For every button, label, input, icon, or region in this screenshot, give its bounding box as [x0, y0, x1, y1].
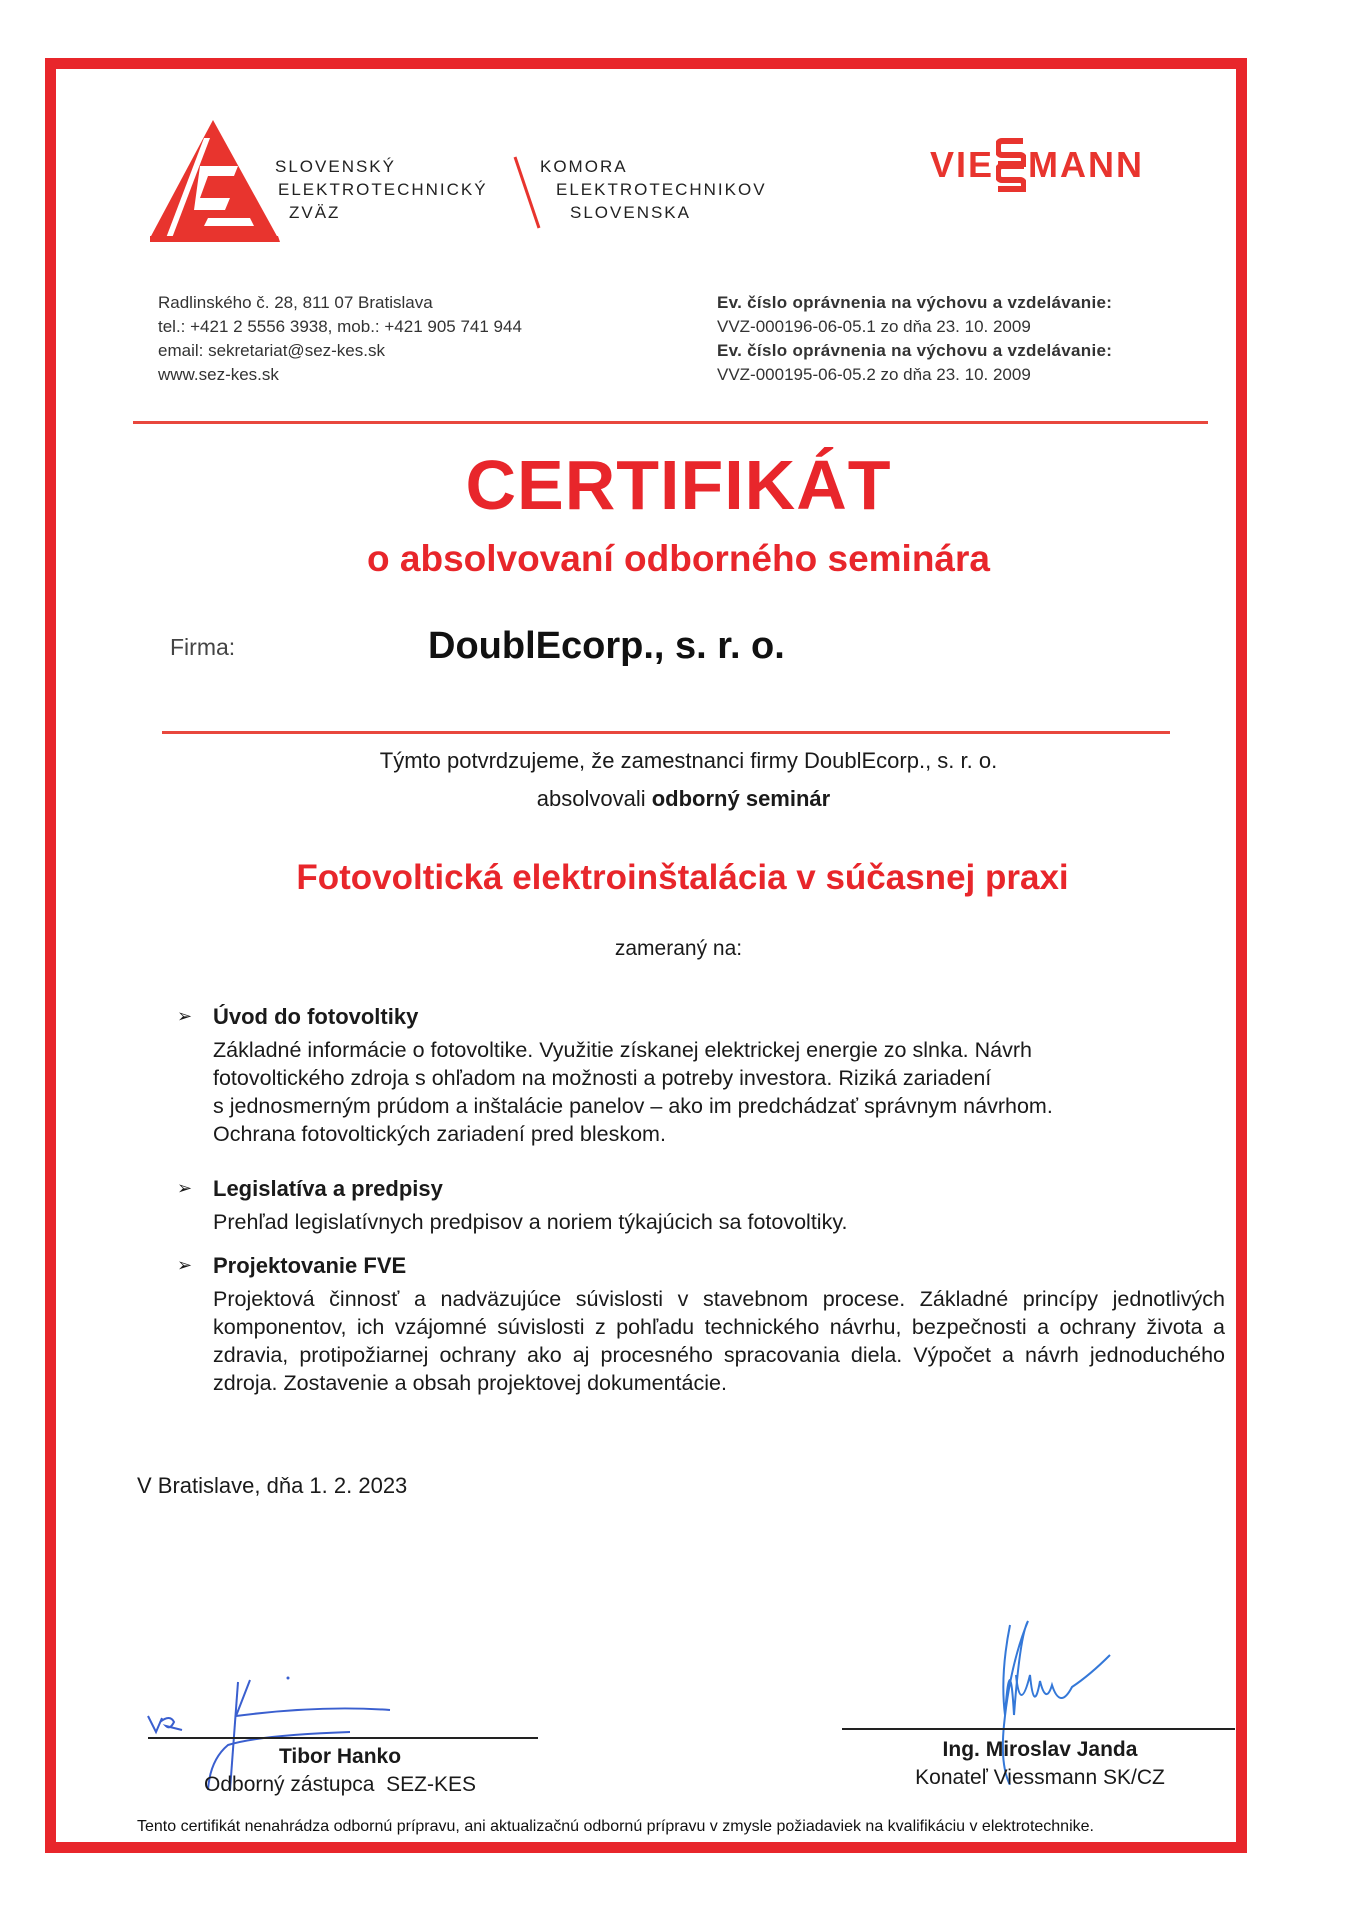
- sez-line-1: SLOVENSKÝ: [275, 157, 396, 176]
- topic-line: fotovoltického zdroja s ohľadom na možnosti a potreby investora. Riziká zariadení: [213, 1066, 992, 1090]
- signatory-role: Odborný zástupca SEZ-KES: [204, 1773, 476, 1796]
- topic-title: Projektovanie FVE: [213, 1253, 407, 1278]
- topic-line: Základné informácie o fotovoltike. Využitie získanej elektrickej energie zo slnka. Návrh: [213, 1038, 1032, 1062]
- arrow-bullet-icon: ➢: [177, 1178, 193, 1198]
- firma-name: DoublEcorp., s. r. o.: [428, 625, 785, 667]
- sez-logo-icon: [150, 120, 280, 245]
- komora-line-1: KOMORA: [540, 157, 628, 176]
- authorization-value: VVZ-000195-06-05.2 zo dňa 23. 10. 2009: [717, 365, 1031, 384]
- topic-line: Prehľad legislatívnych predpisov a noriem týkajúcich sa fotovoltiky.: [213, 1210, 848, 1234]
- confirmation-prefix: absolvovali: [536, 786, 652, 811]
- signatory-role: Konateľ Viessmann SK/CZ: [915, 1766, 1165, 1789]
- focused-on-label: zameraný na:: [614, 937, 743, 960]
- sez-name: [275, 155, 488, 224]
- authorization-value: VVZ-000196-06-05.1 zo dňa 23. 10. 2009: [717, 317, 1031, 336]
- authorizations-block: [717, 291, 1112, 387]
- signature-hanko-icon: [140, 1650, 460, 1790]
- website: www.sez-kes.sk: [158, 365, 279, 384]
- place-and-date: V Bratislave, dňa 1. 2. 2023: [137, 1473, 408, 1498]
- topic-description: [213, 1208, 1225, 1236]
- certificate-subtitle: o absolvovaní odborného seminára: [367, 538, 990, 579]
- topic-description: [213, 1036, 1225, 1148]
- firma-divider: [162, 731, 1170, 734]
- sez-line-2: ELEKTROTECHNICKÝ: [278, 180, 488, 199]
- email: email: sekretariat@sez-kes.sk: [158, 341, 385, 360]
- komora-name: [540, 155, 767, 224]
- address: Radlinského č. 28, 811 07 Bratislava: [158, 293, 433, 312]
- signature-line: [842, 1728, 1235, 1730]
- header-divider: [133, 421, 1208, 424]
- arrow-bullet-icon: ➢: [177, 1255, 193, 1275]
- double-s-icon: [996, 137, 1026, 193]
- komora-line-3: SLOVENSKA: [570, 203, 691, 222]
- certificate-title: CERTIFIKÁT: [465, 446, 892, 524]
- authorization-label: Ev. číslo oprávnenia na výchovu a vzdelávanie:: [717, 341, 1113, 360]
- viessmann-logo-right: MANN: [1028, 144, 1145, 185]
- arrow-bullet-icon: ➢: [177, 1006, 193, 1026]
- confirmation-line-2: [0, 786, 1357, 812]
- signatory-name: Ing. Miroslav Janda: [942, 1738, 1138, 1761]
- footer-disclaimer: Tento certifikát nenahrádza odbornú prípravu, ani aktualizačnú odbornú prípravu v zmysle požiadaviek na kvalifikáciu v elektrotechnike.: [137, 1818, 1094, 1835]
- topic-line: s jednosmerným prúdom a inštalácie panelov – ako im predchádzať správnym návrhom.: [213, 1094, 1053, 1118]
- topic-title: Úvod do fotovoltiky: [213, 1004, 419, 1029]
- topic-line: Ochrana fotovoltických zariadení pred bleskom.: [213, 1122, 666, 1146]
- viessmann-logo-left: VIE: [930, 144, 995, 185]
- signature-line: [148, 1737, 538, 1739]
- authorization-label: Ev. číslo oprávnenia na výchovu a vzdelávanie:: [717, 293, 1113, 312]
- contact-block: [158, 291, 522, 387]
- firma-label: Firma:: [170, 634, 236, 660]
- slash-divider-icon: [512, 155, 542, 230]
- topic-description: Projektová činnosť a nadväzujúce súvislosti v stavebnom procese. Základné princípy jednotlivých komponentov, ich vzájomné súvislosti z pohľadu technického návrhu, bezpečnosti a ochrany života a zdravia, protipožiarnej ochrany ako aj procesného spracovania diela. Výpočet a návrh jednoduchého zdroja. Zostavenie a obsah projektovej dokumentácie.: [213, 1287, 1225, 1395]
- seminar-title: Fotovoltická elektroinštalácia v súčasnej praxi: [296, 858, 1069, 897]
- confirmation-bold: odborný seminár: [651, 786, 831, 811]
- signatory-name: Tibor Hanko: [278, 1745, 402, 1768]
- sez-line-3: ZVÄZ: [289, 203, 341, 222]
- komora-line-2: ELEKTROTECHNIKOV: [556, 180, 767, 199]
- viessmann-logo: [930, 137, 1144, 193]
- phone: tel.: +421 2 5556 3938, mob.: +421 905 741 944: [158, 317, 522, 336]
- confirmation-line-1: Týmto potvrdzujeme, že zamestnanci firmy DoublEcorp., s. r. o.: [379, 748, 998, 773]
- topic-title: Legislatíva a predpisy: [213, 1176, 443, 1201]
